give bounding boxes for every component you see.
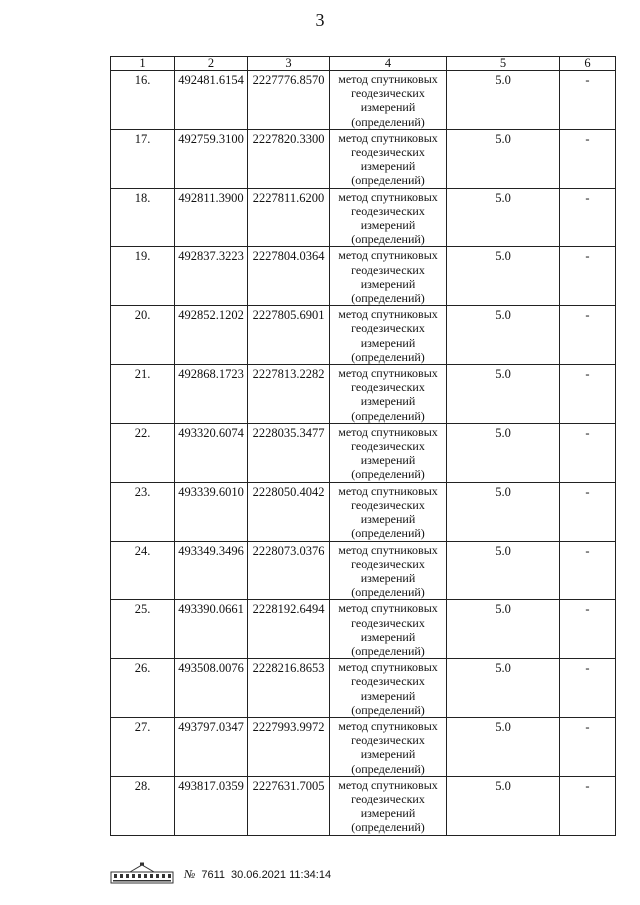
document-timestamp: 30.06.2021 11:34:14 — [230, 869, 332, 881]
column-header: 3 — [248, 57, 330, 71]
x-coordinate-cell: 492837.3223 — [175, 247, 248, 306]
method-cell: метод спутниковых геодезических измерений (определений) — [330, 129, 447, 188]
point-number-cell: 24. — [111, 541, 175, 600]
y-coordinate-cell: 2228035.3477 — [248, 423, 330, 482]
y-coordinate-cell: 2228192.6494 — [248, 600, 330, 659]
accuracy-cell: 5.0 — [447, 129, 560, 188]
y-coordinate-cell: 2227631.7005 — [248, 776, 330, 835]
point-number-cell: 17. — [111, 129, 175, 188]
document-reference — [184, 867, 331, 884]
point-number-cell: 16. — [111, 71, 175, 130]
accuracy-cell: 5.0 — [447, 365, 560, 424]
table-row — [111, 541, 616, 600]
accuracy-cell: 5.0 — [447, 188, 560, 247]
notes-cell: - — [560, 659, 616, 718]
point-number-cell: 18. — [111, 188, 175, 247]
point-number-cell: 25. — [111, 600, 175, 659]
point-number-cell: 23. — [111, 482, 175, 541]
accuracy-cell: 5.0 — [447, 600, 560, 659]
notes-cell: - — [560, 306, 616, 365]
accuracy-cell: 5.0 — [447, 659, 560, 718]
x-coordinate-cell: 492811.3900 — [175, 188, 248, 247]
point-number-cell: 26. — [111, 659, 175, 718]
y-coordinate-cell: 2228073.0376 — [248, 541, 330, 600]
table-row — [111, 188, 616, 247]
x-coordinate-cell: 492852.1202 — [175, 306, 248, 365]
table-row — [111, 71, 616, 130]
y-coordinate-cell: 2227804.0364 — [248, 247, 330, 306]
y-coordinate-cell: 2227776.8570 — [248, 71, 330, 130]
document-footer — [110, 862, 331, 884]
notes-cell: - — [560, 365, 616, 424]
table-row — [111, 247, 616, 306]
x-coordinate-cell: 492868.1723 — [175, 365, 248, 424]
y-coordinate-cell: 2227805.6901 — [248, 306, 330, 365]
x-coordinate-cell: 492481.6154 — [175, 71, 248, 130]
method-cell: метод спутниковых геодезических измерений (определений) — [330, 776, 447, 835]
x-coordinate-cell: 493339.6010 — [175, 482, 248, 541]
method-cell: метод спутниковых геодезических измерений (определений) — [330, 659, 447, 718]
y-coordinate-cell: 2227811.6200 — [248, 188, 330, 247]
method-cell: метод спутниковых геодезических измерений (определений) — [330, 541, 447, 600]
notes-cell: - — [560, 129, 616, 188]
method-cell: метод спутниковых геодезических измерений (определений) — [330, 482, 447, 541]
x-coordinate-cell: 493797.0347 — [175, 717, 248, 776]
y-coordinate-cell: 2227820.3300 — [248, 129, 330, 188]
table-row — [111, 776, 616, 835]
point-number-cell: 22. — [111, 423, 175, 482]
y-coordinate-cell: 2228216.8653 — [248, 659, 330, 718]
accuracy-cell: 5.0 — [447, 247, 560, 306]
accuracy-cell: 5.0 — [447, 776, 560, 835]
accuracy-cell: 5.0 — [447, 306, 560, 365]
x-coordinate-cell: 493349.3496 — [175, 541, 248, 600]
method-cell: метод спутниковых геодезических измерений (определений) — [330, 600, 447, 659]
accuracy-cell: 5.0 — [447, 482, 560, 541]
notes-cell: - — [560, 423, 616, 482]
notes-cell: - — [560, 188, 616, 247]
column-header: 2 — [175, 57, 248, 71]
method-cell: метод спутниковых геодезических измерений (определений) — [330, 71, 447, 130]
table-row — [111, 717, 616, 776]
x-coordinate-cell: 492759.3100 — [175, 129, 248, 188]
notes-cell: - — [560, 600, 616, 659]
y-coordinate-cell: 2227813.2282 — [248, 365, 330, 424]
table-row — [111, 129, 616, 188]
point-number-cell: 20. — [111, 306, 175, 365]
x-coordinate-cell: 493508.0076 — [175, 659, 248, 718]
page-number: 3 — [315, 10, 325, 30]
x-coordinate-cell: 493390.0661 — [175, 600, 248, 659]
document-number: 7611 — [201, 869, 225, 881]
point-number-cell: 27. — [111, 717, 175, 776]
table-row — [111, 482, 616, 541]
coordinates-table — [110, 56, 616, 836]
method-cell: метод спутниковых геодезических измерений (определений) — [330, 423, 447, 482]
table-row — [111, 365, 616, 424]
x-coordinate-cell: 493817.0359 — [175, 776, 248, 835]
notes-cell: - — [560, 541, 616, 600]
column-header: 1 — [111, 57, 175, 71]
point-number-cell: 19. — [111, 247, 175, 306]
accuracy-cell: 5.0 — [447, 541, 560, 600]
method-cell: метод спутниковых геодезических измерений (определений) — [330, 365, 447, 424]
x-coordinate-cell: 493320.6074 — [175, 423, 248, 482]
table-row — [111, 423, 616, 482]
column-header: 4 — [330, 57, 447, 71]
column-header: 5 — [447, 57, 560, 71]
notes-cell: - — [560, 717, 616, 776]
table-row — [111, 659, 616, 718]
method-cell: метод спутниковых геодезических измерений (определений) — [330, 717, 447, 776]
method-cell: метод спутниковых геодезических измерений (определений) — [330, 188, 447, 247]
accuracy-cell: 5.0 — [447, 71, 560, 130]
building-stamp-icon — [110, 862, 174, 884]
column-header: 6 — [560, 57, 616, 71]
y-coordinate-cell: 2227993.9972 — [248, 717, 330, 776]
accuracy-cell: 5.0 — [447, 423, 560, 482]
method-cell: метод спутниковых геодезических измерений (определений) — [330, 247, 447, 306]
notes-cell: - — [560, 482, 616, 541]
number-mark: № — [184, 867, 196, 881]
table-header-row — [111, 57, 616, 71]
notes-cell: - — [560, 247, 616, 306]
accuracy-cell: 5.0 — [447, 717, 560, 776]
table-row — [111, 306, 616, 365]
point-number-cell: 28. — [111, 776, 175, 835]
point-number-cell: 21. — [111, 365, 175, 424]
method-cell: метод спутниковых геодезических измерений (определений) — [330, 306, 447, 365]
notes-cell: - — [560, 776, 616, 835]
table-row — [111, 600, 616, 659]
notes-cell: - — [560, 71, 616, 130]
y-coordinate-cell: 2228050.4042 — [248, 482, 330, 541]
